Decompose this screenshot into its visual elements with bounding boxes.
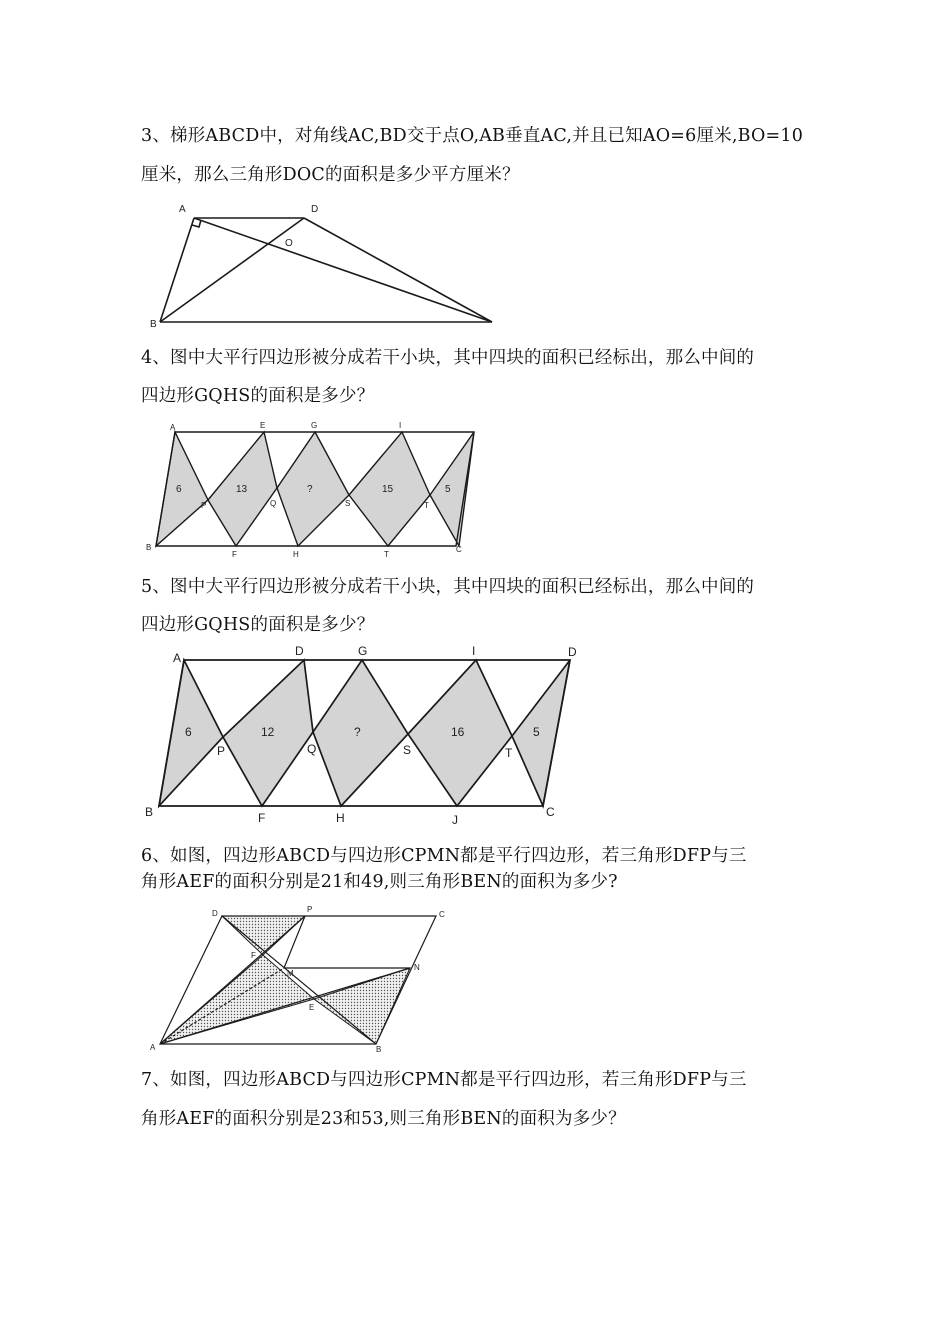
- cpmn-figure: [140, 902, 460, 1062]
- problem-6-line-1: 6、如图，四边形ABCD与四边形CPMN都是平行四边形，若三角形DFP与三: [141, 846, 747, 866]
- point-D-right: D: [568, 645, 577, 659]
- area-label-1: 6: [185, 725, 192, 739]
- point-J: J: [452, 813, 458, 827]
- problem-7-line-2: 角形AEF的面积分别是23和53,则三角形BEN的面积为多少？: [141, 1109, 626, 1129]
- point-Q: Q: [270, 499, 277, 508]
- area-label-5: 5: [445, 484, 451, 495]
- area-label-3: ?: [354, 725, 361, 739]
- point-S: S: [345, 499, 351, 508]
- problem-3-line-2: 厘米，那么三角形DOC的面积是多少平方厘米？: [141, 165, 520, 185]
- area-label-4: 15: [382, 484, 394, 495]
- label-D: D: [311, 204, 319, 215]
- problem-4-line-2: 四边形GQHS的面积是多少？: [141, 386, 375, 406]
- parallelogram-figure-5: [140, 640, 590, 830]
- point-I: I: [399, 421, 402, 430]
- point-F: F: [232, 550, 237, 559]
- label-A: A: [150, 1043, 156, 1052]
- point-H: H: [336, 811, 345, 825]
- point-E: E: [260, 421, 266, 430]
- point-B: B: [146, 543, 152, 552]
- point-A: A: [170, 423, 176, 432]
- label-A: A: [179, 204, 186, 215]
- trapezoid-figure: [140, 196, 510, 332]
- point-S: S: [403, 743, 412, 757]
- point-T: T: [424, 501, 429, 510]
- label-N: N: [414, 963, 420, 972]
- point-P: P: [201, 501, 207, 510]
- problem-5-line-2: 四边形GQHS的面积是多少？: [141, 615, 375, 635]
- point-C: C: [546, 805, 555, 819]
- point-B: B: [145, 805, 154, 819]
- problem-6-line-2: 角形AEF的面积分别是21和49,则三角形BEN的面积为多少?: [141, 872, 618, 892]
- point-C: C: [456, 545, 462, 554]
- label-E: E: [309, 1003, 315, 1012]
- point-D: D: [295, 644, 304, 658]
- parallelogram-figure-4: [140, 416, 485, 561]
- problem-4-line-1: 4、图中大平行四边形被分成若干小块，其中四块的面积已经标出，那么中间的: [141, 348, 755, 368]
- point-I: I: [472, 644, 476, 658]
- point-T: T: [505, 746, 513, 760]
- area-label-3: ?: [307, 484, 313, 495]
- label-C: C: [439, 910, 445, 919]
- area-label-5: 5: [533, 725, 540, 739]
- area-label-2: 13: [236, 484, 248, 495]
- point-G: G: [311, 421, 318, 430]
- label-B: B: [150, 319, 157, 330]
- area-label-2: 12: [261, 725, 275, 739]
- label-B: B: [376, 1045, 382, 1054]
- point-G: G: [358, 644, 368, 658]
- label-O: O: [285, 238, 293, 249]
- label-P: P: [307, 905, 313, 914]
- problem-7-line-1: 7、如图，四边形ABCD与四边形CPMN都是平行四边形，若三角形DFP与三: [141, 1070, 747, 1090]
- point-T-bottom: T: [384, 550, 389, 559]
- point-H: H: [293, 550, 299, 559]
- point-P: P: [217, 744, 226, 758]
- area-label-1: 6: [176, 484, 182, 495]
- point-A: A: [173, 651, 182, 665]
- label-F: F: [251, 951, 256, 960]
- label-M: M: [287, 969, 294, 978]
- problem-5-line-1: 5、图中大平行四边形被分成若干小块，其中四块的面积已经标出，那么中间的: [141, 577, 755, 597]
- point-Q: Q: [307, 742, 317, 756]
- area-label-4: 16: [451, 725, 465, 739]
- point-F: F: [258, 811, 266, 825]
- problem-3-line-1: 3、梯形ABCD中，对角线AC,BD交于点O,AB垂直AC,并且已知AO=6厘米,BO=10: [141, 126, 804, 146]
- label-D: D: [212, 909, 218, 918]
